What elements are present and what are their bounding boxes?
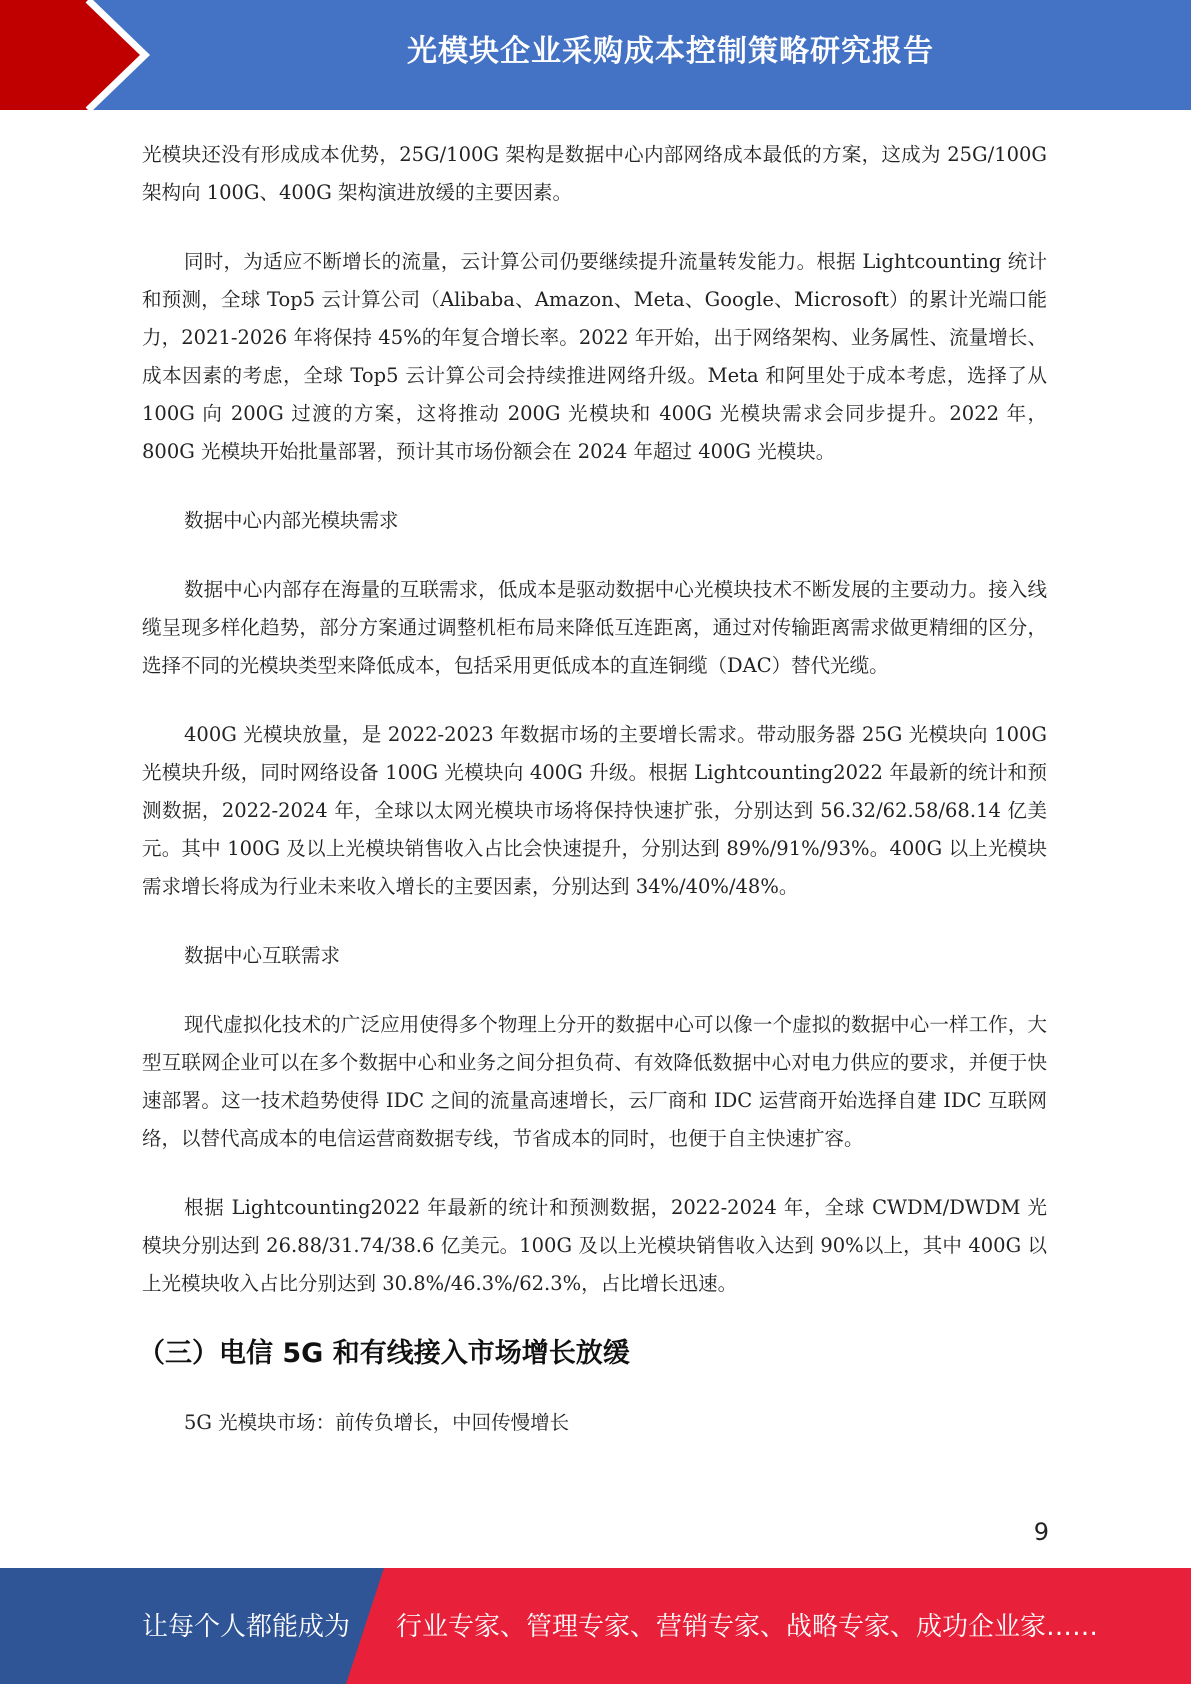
section-heading: （三）电信 5G 和有线接入市场增长放缓 bbox=[138, 1338, 630, 1369]
page-number: 9 bbox=[1033, 1518, 1049, 1546]
subheading: 数据中心内部光模块需求 bbox=[184, 509, 399, 532]
footer-slogan-left: 让每个人都能成为 bbox=[142, 1612, 351, 1642]
document-title: 光模块企业采购成本控制策略研究报告 bbox=[407, 34, 934, 69]
paragraph: 根据 Lightcounting2022 年最新的统计和预测数据，2022-2024 年，全球 CWDM/DWDM 光模块分别达到 26.88/31.74/38.6 亿美元。100G 及以上光模块销售收入达到 90%以上，其中 400G 以上光模块收入占比分别达到 30.8%/46.3%/62.3%，占比增长迅速。 bbox=[142, 1196, 1047, 1295]
paragraph: 400G 光模块放量，是 2022-2023 年数据市场的主要增长需求。带动服务器 25G 光模块向 100G 光模块升级，同时网络设备 100G 光模块向 400G 升级。根据 Lightcounting2022 年最新的统计和预测数据，2022-2024 年，全球以太网光模块市场将保持快速扩张，分别达到 56.32/62.58/68.14 亿美元。其中 100G 及以上光模块销售收入占比会快速提升，分别达到 89%/91%/93%。400G 以上光模块需求增长将成为行业未来收入增长的主要因素，分别达到 34%/40%/48%。 bbox=[142, 723, 1047, 898]
footer-slogan-right: 行业专家、管理专家、营销专家、战略专家、成功企业家…… bbox=[396, 1612, 1099, 1642]
subheading: 5G 光模块市场：前传负增长，中回传慢增长 bbox=[184, 1411, 570, 1434]
document-body bbox=[138, 134, 1047, 1473]
paragraph: 数据中心内部存在海量的互联需求，低成本是驱动数据中心光模块技术不断发展的主要动力。接入线缆呈现多样化趋势，部分方案通过调整机柜布局来降低互连距离，通过对传输距离需求做更精细的区分，选择不同的光模块类型来降低成本，包括采用更低成本的直连铜缆（DAC）替代光缆。 bbox=[142, 578, 1047, 677]
paragraph: 光模块还没有形成成本优势，25G/100G 架构是数据中心内部网络成本最低的方案，这成为 25G/100G 架构向 100G、400G 架构演进放缓的主要因素。 bbox=[142, 143, 1047, 204]
footer-banner bbox=[0, 1568, 1191, 1684]
paragraph: 现代虚拟化技术的广泛应用使得多个物理上分开的数据中心可以像一个虚拟的数据中心一样工作，大型互联网企业可以在多个数据中心和业务之间分担负荷、有效降低数据中心对电力供应的要求，并便于快速部署。这一技术趋势使得 IDC 之间的流量高速增长，云厂商和 IDC 运营商开始选择自建 IDC 互联网络，以替代高成本的电信运营商数据专线，节省成本的同时，也便于自主快速扩容。 bbox=[142, 1013, 1047, 1150]
paragraph: 同时，为适应不断增长的流量，云计算公司仍要继续提升流量转发能力。根据 Lightcounting 统计和预测，全球 Top5 云计算公司（Alibaba、Amazon、Meta、Google、Microsoft）的累计光端口能力，2021-2026 年将保持 45%的年复合增长率。2022 年开始，出于网络架构、业务属性、流量增长、成本因素的考虑，全球 Top5 云计算公司会持续推进网络升级。Meta 和阿里处于成本考虑，选择了从 100G 向 200G 过渡的方案，这将推动 200G 光模块和 400G 光模块需求会同步提升。2022 年，800G 光模块开始批量部署，预计其市场份额会在 2024 年超过 400G 光模块。 bbox=[142, 250, 1047, 463]
subheading: 数据中心互联需求 bbox=[184, 944, 341, 967]
header-banner bbox=[0, 0, 1191, 110]
